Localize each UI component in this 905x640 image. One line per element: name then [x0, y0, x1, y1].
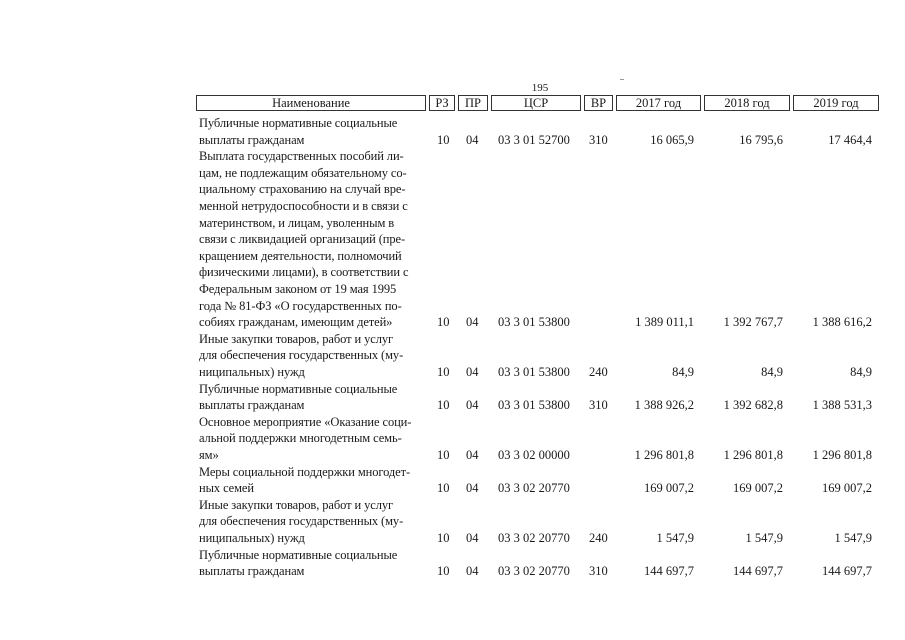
header-2019: 2019 год: [793, 95, 879, 111]
row-2018: 16 795,6: [739, 132, 783, 147]
row-2017: 144 697,7: [644, 564, 694, 579]
row-2018: 144 697,7: [733, 564, 783, 579]
row-pr: 04: [466, 564, 479, 579]
row-vr: 240: [589, 531, 608, 545]
row-name: Выплата государственных пособий ли- цам, не подлежащим обязательному со- циальному страхованию на случай вре- менной нетрудоспособности и в связи с материнством, и лицам, уволенным в связи с ликвидацией организаций (пре- кращением деятельности, полномочий физическими лицами), в соответствии с Федеральным законом от 19 мая 1995 года № 81-ФЗ «О государственных по- собиях гражданам, имеющим детей»: [199, 149, 409, 330]
row-name: Публичные нормативные социальные выплаты гражданам: [199, 116, 398, 147]
row-pr: 04: [466, 398, 479, 413]
header-2018: 2018 год: [704, 95, 790, 111]
row-rz: 10: [437, 448, 450, 462]
row-vr: 310: [589, 564, 608, 579]
row-2019: 1 388 531,3: [812, 398, 872, 413]
row-2019: 144 697,7: [822, 564, 872, 579]
row-pr: 04: [466, 132, 479, 147]
row-pr: 04: [466, 448, 479, 462]
row-rz: 10: [437, 132, 450, 147]
row-2018: 169 007,2: [733, 481, 783, 496]
row-2017: 169 007,2: [644, 481, 694, 496]
row-vr: 310: [589, 132, 608, 147]
row-vr: 310: [589, 398, 608, 413]
row-csr: 03 3 02 20770: [498, 531, 570, 545]
row-2017: 84,9: [672, 365, 694, 379]
row-rz: 10: [437, 315, 450, 330]
row-rz: 10: [437, 564, 450, 579]
header-vr: ВР: [584, 95, 613, 111]
row-csr: 03 3 01 53800: [498, 315, 570, 330]
row-name: Публичные нормативные социальные выплаты гражданам: [199, 381, 398, 413]
row-2017: 1 389 011,1: [635, 315, 694, 330]
header-name: Наименование: [196, 95, 426, 111]
row-csr: 03 3 02 20770: [498, 481, 570, 496]
row-2017: 1 388 926,2: [634, 398, 694, 413]
row-pr: 04: [466, 315, 479, 330]
row-csr: 03 3 01 53800: [498, 365, 570, 379]
row-rz: 10: [437, 531, 450, 545]
row-2017: 1 296 801,8: [634, 448, 694, 462]
row-csr: 03 3 02 20770: [498, 564, 570, 579]
row-2017: 1 547,9: [656, 531, 694, 545]
row-rz: 10: [437, 365, 450, 379]
row-pr: 04: [466, 531, 479, 545]
row-2019: 1 547,9: [834, 531, 872, 545]
row-2019: 1 388 616,2: [812, 315, 872, 330]
page-number: 195: [531, 82, 549, 94]
row-name: Иные закупки товаров, работ и услуг для обеспечения государственных (му- ниципальных) нужд: [199, 497, 404, 545]
row-csr: 03 3 01 52700: [498, 132, 570, 147]
row-vr: 240: [589, 365, 608, 379]
row-csr: 03 3 01 53800: [498, 398, 570, 413]
header-2017: 2017 год: [616, 95, 701, 111]
row-2017: 16 065,9: [650, 132, 694, 147]
row-2019: 84,9: [850, 365, 872, 379]
row-name: Иные закупки товаров, работ и услуг для обеспечения государственных (му- ниципальных) нужд: [199, 331, 404, 379]
header-rz: РЗ: [429, 95, 455, 111]
row-pr: 04: [466, 365, 479, 379]
row-name: Меры социальной поддержки многодет- ных семей: [199, 464, 411, 496]
row-2019: 17 464,4: [828, 132, 872, 147]
row-2018: 1 392 767,7: [723, 315, 783, 330]
row-rz: 10: [437, 481, 450, 496]
row-2018: 1 296 801,8: [723, 448, 783, 462]
row-pr: 04: [466, 481, 479, 496]
row-name: Публичные нормативные социальные выплаты гражданам: [199, 547, 398, 579]
row-csr: 03 3 02 00000: [498, 448, 570, 462]
header-pr: ПР: [458, 95, 488, 111]
row-2019: 169 007,2: [822, 481, 872, 496]
row-2019: 1 296 801,8: [812, 448, 872, 462]
header-csr: ЦСР: [491, 95, 581, 111]
row-name: Основное мероприятие «Оказание соци- альной поддержки многодетным семь- ям»: [199, 414, 412, 462]
row-rz: 10: [437, 398, 450, 413]
row-2018: 1 392 682,8: [723, 398, 783, 413]
row-2018: 1 547,9: [745, 531, 783, 545]
row-2018: 84,9: [761, 365, 783, 379]
